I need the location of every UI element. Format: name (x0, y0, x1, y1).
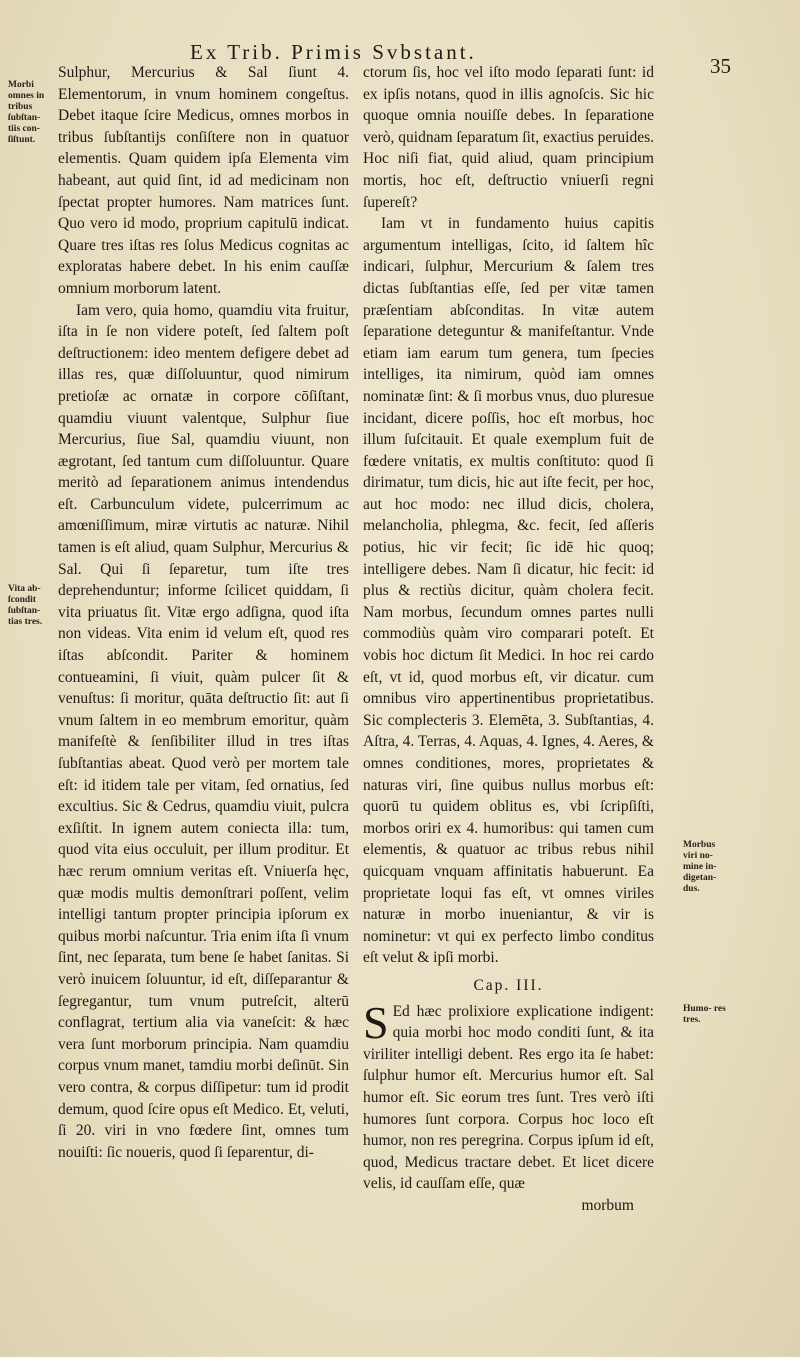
paragraph: ctorum ſis, hoc vel iſto modo ſeparati ſunt: id ex ipſis notans, quod in illis agnoſcis. Sic hic quoque omnia nouiſſe debes. In ſeparatione verò, quidnam ſeparatum ſit, exactius peruides. Hoc niſi fiat, quid aliud, quam principium mortis, hoc eſt, deſtructio vniuerſi regni ſupereſt? (363, 64, 654, 211)
catchword: morbum (581, 1196, 634, 1214)
running-head: Ex Trib. Primis Svbstant. (190, 40, 477, 64)
left-text-column (58, 62, 349, 1163)
paragraph: Sulphur, Mercurius & Sal ſiunt 4. Elementorum, in vnum hominem congeſtus. Debet itaque ſcire Medicus, omnes morbos in tribus ſubſtantijs conſiſtere non in quatuor elementis. Quam quidem ipſa Elementa vim habeant, aut quid ſint, id ad medicinam non ſpectat propter humores. Nam matrices ſunt. Quo vero id modo, proprium capitulū indicat. Quare tres iſtas res ſolus Medicus cognitas ac exploratas habere debet. In his enim cauſſæ omnium morborum latent. (58, 64, 349, 297)
paragraph-with-drop-cap (363, 996, 654, 1195)
marginal-note: Morbi omnes in tribus ſubſtan- tiis con- ſiſtunt. (8, 80, 45, 145)
right-text-column (363, 62, 654, 1216)
marginal-note: Morbus viri no- mine in- digetan- dus. (683, 840, 717, 894)
paragraph: Iam vero, quia homo, quamdiu vita fruitur, iſta in ſe non videre poteſt, ſed ſaltem poſt deſtructionem: ideo mentem defigere debet ad illas res, quæ diſſoluuntur, quod nimirum pretioſæ ac ornatæ in corpore cōſiſtant, quamdiu viuunt valentque, Sulphur ſiue Mercurius, ſiue Sal, quamdiu viuunt, non ægrotant, ſed tantum cum diſſoluuntur. Quare meritò ad ſeparationem animus intendendus eſt. Carbunculum videte, pulcerrimum ac amœniſſimum, miræ virtutis ac naturæ. Nihil tamen is eſt aliud, quam Sulphur, Mercurius & Sal. Qui ſi ſeparetur, tum iſte tres deprehenduntur; informe ſcilicet quiddam, ſi vita priuatus ſit. Vitæ ergo adſigna, quod iſta non videas. Vita enim id velum eſt, quod res iſtas abſcondit. Pariter & hominem contueamini, ſi viuit, quàm pulcer ſit & venuſtus: ſi moritur, quāta deſtructio ſit: aut ſi vnum ſaltem in eo membrum emoritur, quàm manifeſtè & ſenſibiliter illud in tres iſtas ſubſtantias abeat. Quod verò per mortem tale eſt: id itidem tale per vitam, ſed ornatius, ſed excultius. Sic & Cedrus, quamdiu viuit, pulcra exſiſtit. In ignem autem coniecta illa: tum, quod vita eius occuluit, per illum proditur. Et hæc rerum omnium veritas eſt. Vniuerſa hęc, quæ modis multis demonſtrari poſſent, velim intelligi tantum propter principia ipſorum ex quibus morbi naſcuntur. Tria enim iſta ſi vnum ſint, nec ſeparata, tum bene ſe habet ſanitas. Si verò inuicem ſoluuntur, id eſt, diſſeparantur & ſegregantur, tum vnum putreſcit, alterū conflagrat, tertium alia via vaneſcit: & hæc vera ſunt morborum principia. Nam quamdiu corpus vnum manet, tamdiu morbi deſinūt. Sin vero contra, & corpus diſſipetur: tum id prodit demum, quod ſcire opus eſt Medico. Et, veluti, ſi 20. viri in vno fœdere ſint, omnes tum nouiſti: ſic noueris, quod ſi ſeparentur, di- (58, 301, 349, 1161)
drop-cap: S (363, 996, 389, 1048)
marginal-note: Vita ab- ſcondit ſubſtan- tias tres. (8, 584, 43, 627)
marginal-note: Humo- res tres. (683, 1004, 726, 1025)
chapter-heading: Cap. III. (473, 976, 544, 994)
paragraph-text: Ed hæc prolixiore explicatione indigent: quia morbi hoc modo conditi ſunt, & ita viriliter intelligi debent. Res ergo ita ſe habet: ſulphur humor eſt. Mercurius humor eſt. Sal humor eſt. Sic eorum tres ſunt. Tres verò iſti humores ſunt corpora. Corpus hoc loco eſt humor, non res peregrina. Corpus ipſum id eſt, quod, Medicus tractare debet. Et licet dicere velis, id cauſſam eſſe, quæ (363, 1002, 654, 1193)
paragraph: Iam vt in fundamento huius capitis argumentum intelligas, ſcito, id ſaltem hîc indicari, ſulphur, Mercurium & ſalem tres dictas ſubſtantias eſſe, ſed per vitæ tamen præſentiam abſconditas. In vitæ autem ſeparatione deteguntur & manifeſtantur. Vnde etiam iam earum tum genera, tum ſpecies intelliges, ita nimirum, quòd iam omnes nominatæ ſint: & ſi morbus vnus, duo pluresue incidant, dicere poſſis, hoc eſt morbus, hoc illum ſuſcitauit. Et quale exemplum fuit de fœdere vnitatis, ex multis conſtituto: quod ſi dirimatur, tum dicis, hic aut iſte fecit, per hoc, aut hoc modo: nec illud dicis, cholera, melancholia, phlegma, &c. fecit, ſed aſſeris potius, hic vir fecit; ſic idē hic quoq; intelligere debes. Nam ſi dicatur, hic fecit: id plus & rectiùs dicitur, quàm cholera fecit. Nam morbus, ſecundum omnes partes nulli commodiùs quàm viro comparari poteſt. Et vobis hoc dictum ſit Medici. In hoc rei cardo eſt, vt id, quod morbus eſt, vir dicatur. cum omnibus viro appertinentibus proprietatibus. Sic complecteris 3. Elemēta, 3. Subſtantias, 4. Aſtra, 4. Terras, 4. Aquas, 4. Ignes, 4. Aeres, & omnes conditiones, mores, proprietates & naturas viri, ſine quibus nullus morbus eſt: quorū tu quidem oblitus es, vbi ſcripſiſti, morbos oriri ex 4. humoribus: qui tamen cum elementis, & quatuor ac tribus rebus nihil quicquam vnquam affinitatis habuerunt. Ea proprietate loqui fas eſt, vt omnes viriles naturæ in morbo inueniantur, & vir is nominetur: vt qui ex perfecto limbo conditus eſt velut & ipſi morbi. (363, 215, 654, 967)
page-number: 35 (710, 54, 731, 78)
